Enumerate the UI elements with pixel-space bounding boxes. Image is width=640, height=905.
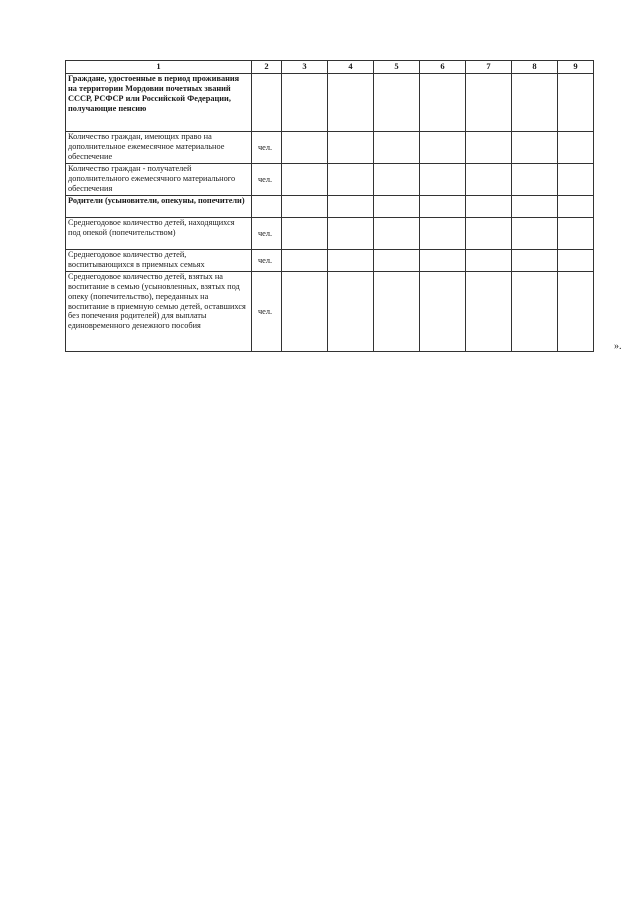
column-header: 8 <box>512 61 558 74</box>
empty-data-cell <box>328 271 374 351</box>
empty-data-cell <box>328 195 374 217</box>
row-label: Количество граждан, имеющих право на дополнительное ежемесячное материальное обеспечение <box>66 131 252 163</box>
empty-data-cell <box>374 249 420 271</box>
empty-data-cell <box>420 249 466 271</box>
empty-data-cell <box>374 131 420 163</box>
column-header: 9 <box>558 61 594 74</box>
empty-data-cell <box>420 163 466 195</box>
row-unit: чел. <box>252 249 282 271</box>
statistics-table <box>65 60 594 352</box>
empty-data-cell <box>328 217 374 249</box>
empty-data-cell <box>420 195 466 217</box>
row-label: Среднегодовое количество детей, находящихся под опекой (попечительством) <box>66 217 252 249</box>
empty-data-cell <box>512 217 558 249</box>
empty-data-cell <box>420 271 466 351</box>
row-unit: чел. <box>252 271 282 351</box>
table-row <box>66 73 594 131</box>
empty-data-cell <box>282 73 328 131</box>
empty-data-cell <box>420 217 466 249</box>
empty-data-cell <box>512 73 558 131</box>
empty-data-cell <box>282 271 328 351</box>
row-unit <box>252 195 282 217</box>
table-row <box>66 271 594 351</box>
empty-data-cell <box>420 73 466 131</box>
empty-data-cell <box>466 131 512 163</box>
column-header: 5 <box>374 61 420 74</box>
empty-data-cell <box>466 271 512 351</box>
row-label: Родители (усыновители, опекуны, попечители) <box>66 195 252 217</box>
empty-data-cell <box>512 131 558 163</box>
empty-data-cell <box>282 217 328 249</box>
empty-data-cell <box>374 195 420 217</box>
empty-data-cell <box>328 131 374 163</box>
empty-data-cell <box>512 195 558 217</box>
empty-data-cell <box>374 271 420 351</box>
row-unit <box>252 73 282 131</box>
empty-data-cell <box>512 163 558 195</box>
table-header-row <box>66 61 594 74</box>
row-unit: чел. <box>252 131 282 163</box>
table-row <box>66 163 594 195</box>
column-header: 1 <box>66 61 252 74</box>
empty-data-cell <box>466 195 512 217</box>
empty-data-cell <box>466 249 512 271</box>
column-header: 6 <box>420 61 466 74</box>
empty-data-cell <box>374 163 420 195</box>
empty-data-cell <box>282 163 328 195</box>
empty-data-cell <box>466 217 512 249</box>
empty-data-cell <box>558 131 594 163</box>
row-unit: чел. <box>252 217 282 249</box>
row-unit: чел. <box>252 163 282 195</box>
empty-data-cell <box>512 249 558 271</box>
empty-data-cell <box>558 249 594 271</box>
empty-data-cell <box>558 73 594 131</box>
row-label: Граждане, удостоенные в период проживания на территории Мордовии почетных званий СССР, РСФСР или Российской Федерации, получающие пенсию <box>66 73 252 131</box>
empty-data-cell <box>512 271 558 351</box>
row-label: Среднегодовое количество детей, взятых на воспитание в семью (усыновленных, взятых под опеку (попечительство), переданных на воспитание в приемную семью детей, оставшихся без попечения родителей) для выплаты единовременного денежного пособия <box>66 271 252 351</box>
empty-data-cell <box>558 217 594 249</box>
empty-data-cell <box>558 271 594 351</box>
table-row <box>66 195 594 217</box>
column-header: 4 <box>328 61 374 74</box>
table-row <box>66 217 594 249</box>
table-row <box>66 131 594 163</box>
empty-data-cell <box>558 195 594 217</box>
table-row <box>66 249 594 271</box>
empty-data-cell <box>420 131 466 163</box>
empty-data-cell <box>466 163 512 195</box>
empty-data-cell <box>466 73 512 131</box>
empty-data-cell <box>282 249 328 271</box>
row-label: Среднегодовое количество детей, воспитывающихся в приемных семьях <box>66 249 252 271</box>
closing-quote-mark: ». <box>614 341 622 352</box>
empty-data-cell <box>374 73 420 131</box>
row-label: Количество граждан - получателей дополнительного ежемесячного материального обеспечения <box>66 163 252 195</box>
empty-data-cell <box>328 73 374 131</box>
column-header: 7 <box>466 61 512 74</box>
column-header: 3 <box>282 61 328 74</box>
empty-data-cell <box>558 163 594 195</box>
empty-data-cell <box>328 249 374 271</box>
empty-data-cell <box>374 217 420 249</box>
empty-data-cell <box>282 195 328 217</box>
empty-data-cell <box>282 131 328 163</box>
column-header: 2 <box>252 61 282 74</box>
empty-data-cell <box>328 163 374 195</box>
